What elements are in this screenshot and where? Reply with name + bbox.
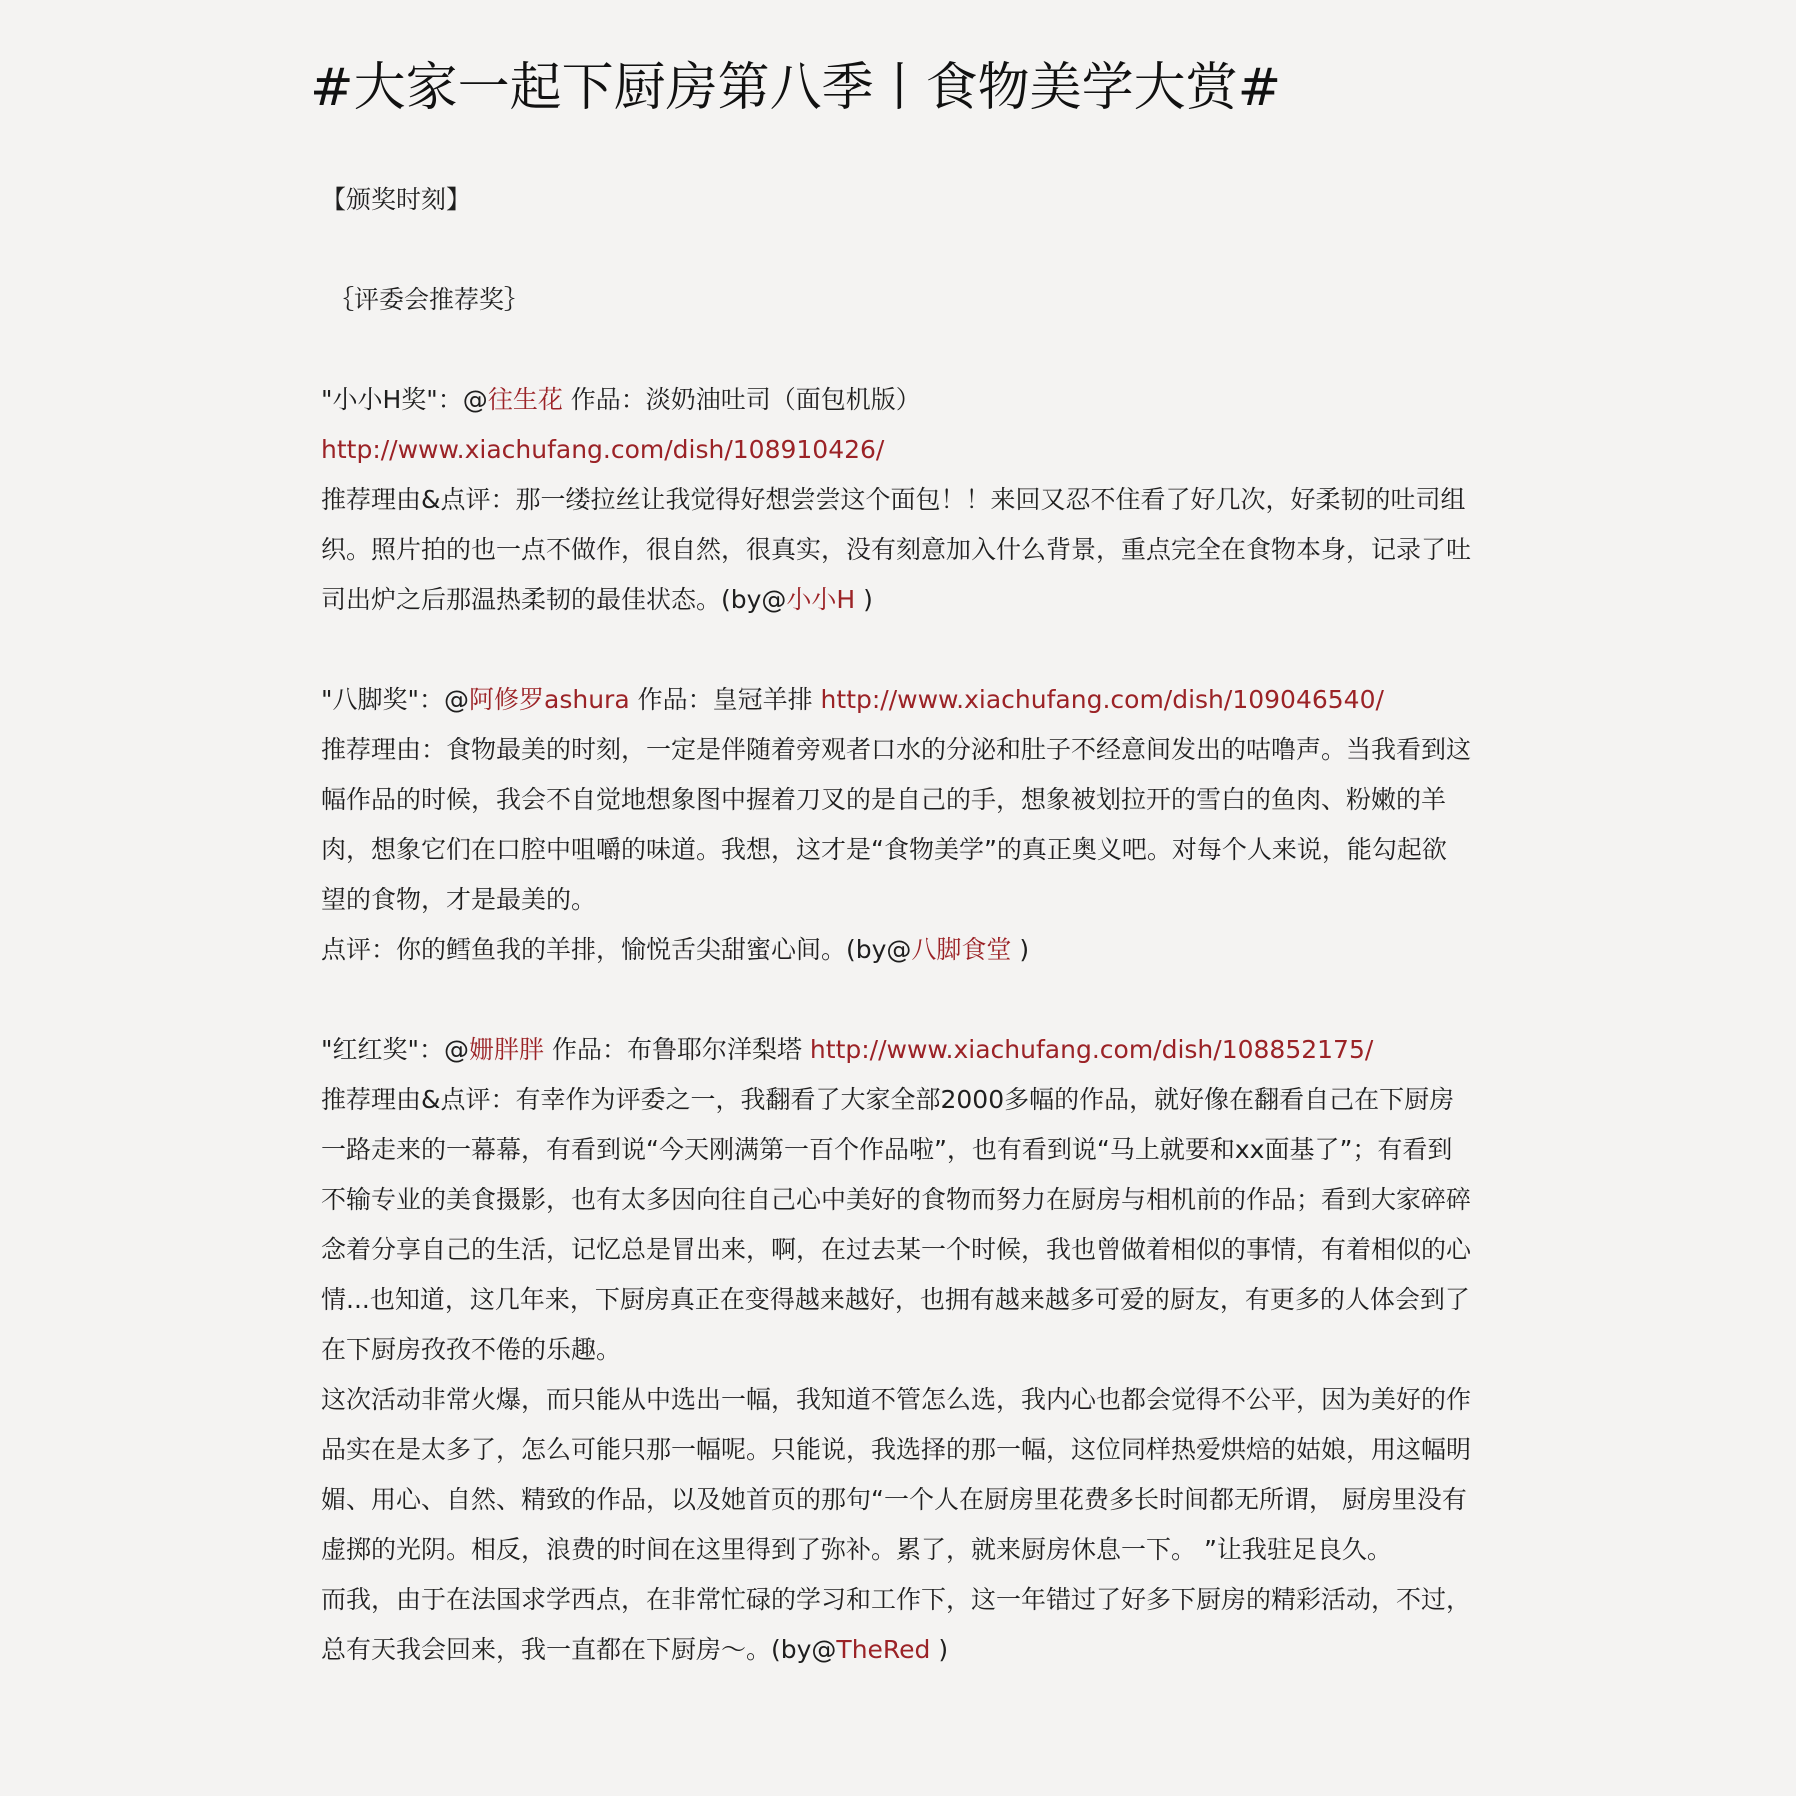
work-label: 作品：淡奶油吐司（面包机版） [562,385,921,414]
winner-link[interactable]: 往生花 [487,385,563,414]
dish-url-link[interactable]: http://www.xiachufang.com/dish/108910426/ [321,435,885,464]
judge-link[interactable]: 八脚食堂 [911,935,1012,964]
dish-url-link[interactable]: http://www.xiachufang.com/dish/108852175/ [809,1035,1374,1064]
section-heading-jury: ｛评委会推荐奖｝ [329,285,530,314]
award-name: "八脚奖"：@ [321,685,469,714]
close-paren: ) [1011,935,1030,964]
award-comment [321,1575,1471,1675]
comment-text: 点评：你的鳕鱼我的羊排，愉悦舌尖甜蜜心间。(by@ [321,935,912,964]
page-title: #大家一起下厨房第八季丨食物美学大赏# [310,58,1282,118]
award-header [321,675,1471,725]
close-paren: ) [930,1635,949,1664]
close-paren: ) [855,585,873,614]
award-entry [321,375,1471,625]
dish-url-link[interactable]: http://www.xiachufang.com/dish/109046540/ [820,685,1384,714]
judge-link[interactable]: 小小H [786,585,856,614]
reason-text: 推荐理由&点评：那一缕拉丝让我觉得好想尝尝这个面包！！来回又忍不住看了好几次，好柔韧的吐司组织。照片拍的也一点不做作，很自然，很真实，没有刻意加入什么背景，重点完全在食物本身，记录了吐司出炉之后那温热柔韧的最佳状态。(by@ [321,485,1472,614]
award-entry [321,1025,1471,1675]
award-reason: 这次活动非常火爆，而只能从中选出一幅，我知道不管怎么选，我内心也都会觉得不公平，因为美好的作品实在是太多了，怎么可能只那一幅呢。只能说，我选择的那一幅，这位同样热爱烘焙的姑娘，用这幅明媚、用心、自然、精致的作品，以及她首页的那句“一个人在厨房里花费多长时间都无所谓， 厨房里没有虚掷的光阴。相反，浪费的时间在这里得到了弥补。累了，就来厨房休息一下。 ”让我驻足良久。 [321,1385,1472,1564]
comment-text: 而我，由于在法国求学西点，在非常忙碌的学习和工作下，这一年错过了好多下厨房的精彩活动，不过，总有天我会回来，我一直都在下厨房～。(by@ [321,1585,1472,1664]
winner-link[interactable]: 阿修罗ashura [469,685,630,714]
award-entry [321,675,1471,975]
award-reason: 推荐理由：食物最美的时刻，一定是伴随着旁观者口水的分泌和肚子不经意间发出的咕噜声。当我看到这幅作品的时候，我会不自觉地想象图中握着刀叉的是自己的手，想象被划拉开的雪白的鱼肉、粉嫩的羊肉，想象它们在口腔中咀嚼的味道。我想，这才是“食物美学”的真正奥义吧。对每个人来说，能勾起欲望的食物，才是最美的。 [321,735,1472,914]
section-heading-award: 【颁奖时刻】 [321,185,472,214]
work-label: 作品：皇冠羊排 [629,685,821,714]
award-header [321,375,1471,425]
award-reason [321,475,1471,625]
award-comment [321,925,1471,975]
award-reason: 推荐理由&点评：有幸作为评委之一，我翻看了大家全部2000多幅的作品，就好像在翻看自己在下厨房一路走来的一幕幕，有看到说“今天刚满第一百个作品啦”，也有看到说“马上就要和xx面基了”；有看到不输专业的美食摄影，也有太多因向往自己心中美好的食物而努力在厨房与相机前的作品；看到大家碎碎念着分享自己的生活，记忆总是冒出来，啊，在过去某一个时候，我也曾做着相似的事情，有着相似的心情...也知道，这几年来，下厨房真正在变得越来越好，也拥有越来越多可爱的厨友，有更多的人体会到了在下厨房孜孜不倦的乐趣。 [321,1085,1472,1364]
award-name: "红红奖"：@ [321,1035,469,1064]
winner-link[interactable]: 姗胖胖 [469,1035,545,1064]
judge-link[interactable]: TheRed [836,1635,931,1664]
article-body [321,175,1471,1675]
work-label: 作品：布鲁耶尔洋梨塔 [544,1035,810,1064]
award-name: "小小H奖"：@ [321,385,488,414]
award-header [321,1025,1471,1075]
